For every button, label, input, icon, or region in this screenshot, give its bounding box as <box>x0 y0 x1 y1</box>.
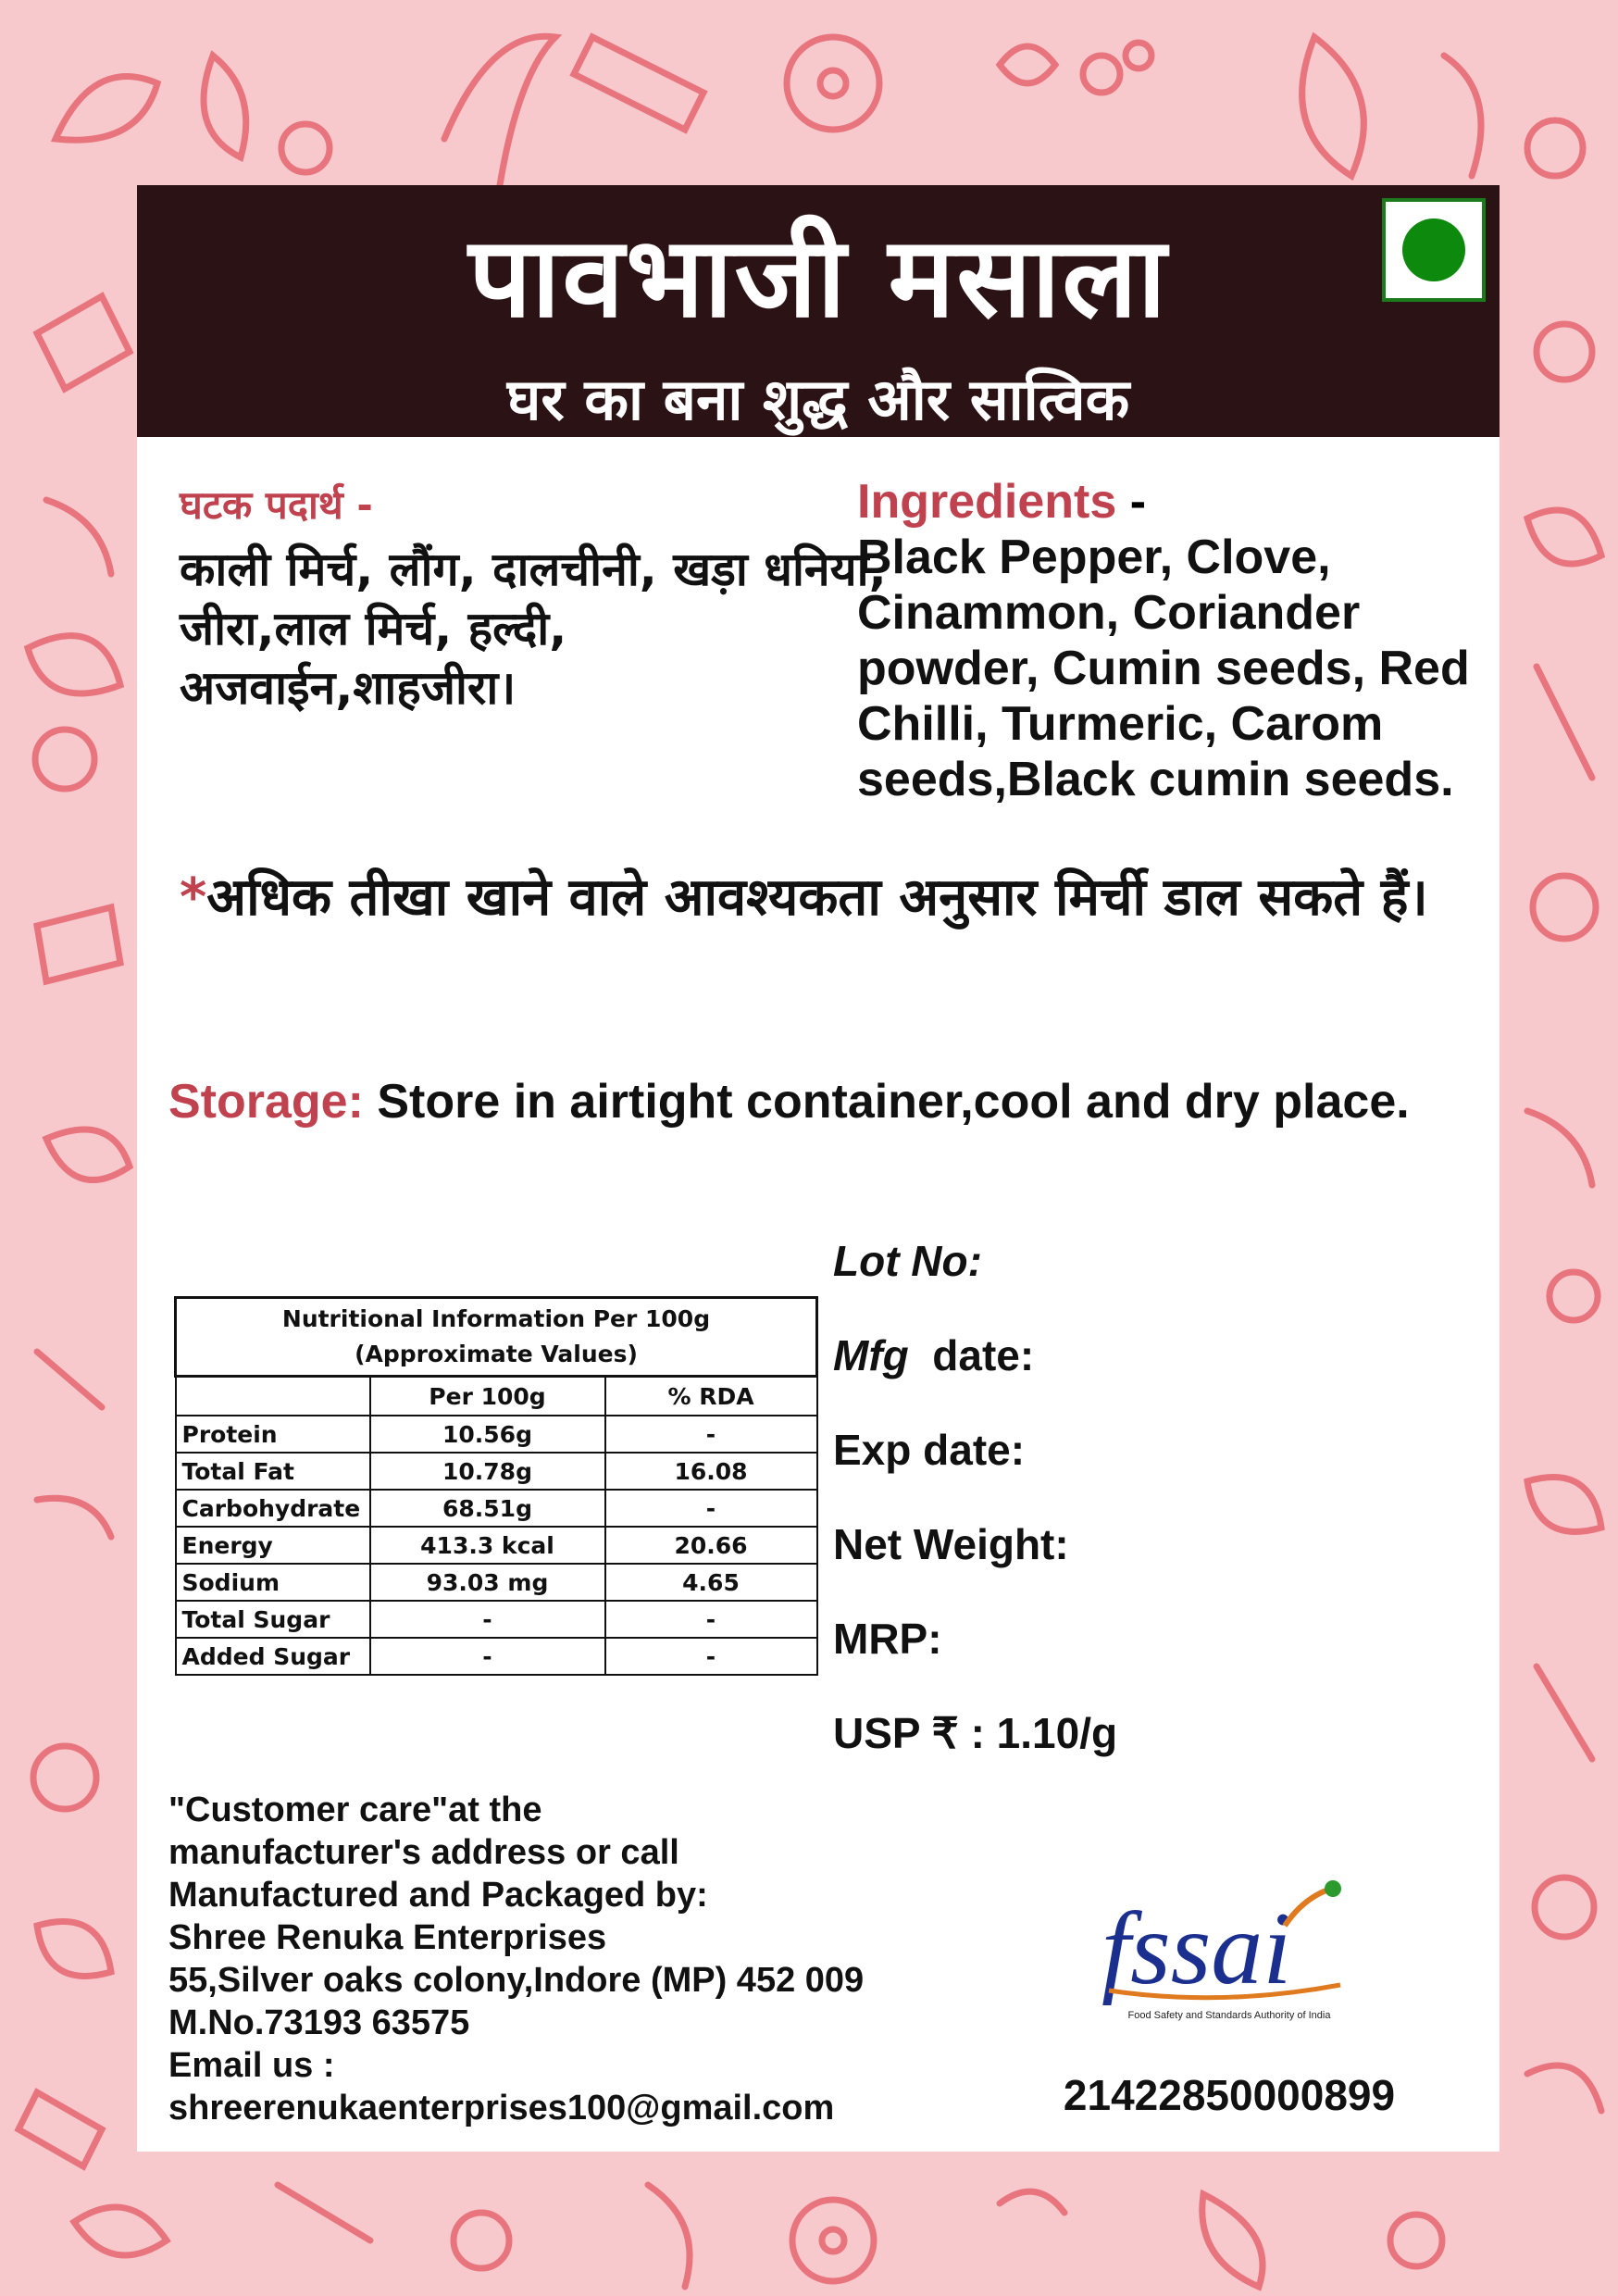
ingredients-hindi-text: काली मिर्च, लौंग, दालचीनी, खड़ा धनिया, जीरा,लाल मिर्च, हल्दी, अजवाईन,शाहजीरा। <box>180 543 887 715</box>
manufacturer-email: shreerenukaenterprises100@gmail.com <box>168 2089 835 2128</box>
storage-text: Store in airtight container,cool and dry place. <box>363 1075 1410 1129</box>
table-row: Sodium 93.03 mg 4.65 <box>176 1564 817 1601</box>
table-row: Protein 10.56g - <box>176 1416 817 1453</box>
table-row: Total Fat 10.78g 16.08 <box>176 1453 817 1490</box>
manufacturer-name: Shree Renuka Enterprises <box>168 1918 607 1957</box>
svg-text:Food Safety and Standards Auth: Food Safety and Standards Authority of India <box>1127 2010 1331 2021</box>
note-text: अधिक तीखा खाने वाले आवश्यकता अनुसार मिर्ची डाल सकते हैं। <box>206 867 1428 928</box>
ingredients-english-text: Black Pepper, Clove, Cinammon, Coriander powder, Cumin seeds, Red Chilli, Turmeric, Carom seeds,Black cumin seeds. <box>857 530 1470 806</box>
table-row: Added Sugar - - <box>176 1638 817 1675</box>
table-row: Total Sugar - - <box>176 1601 817 1638</box>
col-per-100g: Per 100g <box>370 1377 605 1416</box>
storage-instructions <box>168 1074 1483 1129</box>
ingredients-english-label: Ingredients <box>857 475 1117 529</box>
manufacturer-phone: M.No.73193 63575 <box>168 2003 470 2042</box>
manufacturer-address: 55,Silver oaks colony,Indore (MP) 452 009 <box>168 1961 865 2000</box>
nutrition-title <box>176 1298 817 1377</box>
ingredients-hindi-label: घटक पदार्थ - <box>180 482 373 528</box>
ingredients-hindi <box>180 478 911 718</box>
title-banner <box>137 185 1500 437</box>
table-row: Carbohydrate 68.51g - <box>176 1490 817 1527</box>
manufacturer-contact: "Customer care"at the manufacturer's address or call Manufactured and Packaged by: Shree Renuka Enterprises 55,Silver oaks colony,Indore (MP) 452 009 M.No.73193 63575 Email us : shreerenukaenterprises100@gmail.com <box>168 1789 890 2129</box>
svg-text:fssai: fssai <box>1101 1891 1292 2006</box>
product-title: पावभाजी मसाला <box>468 214 1168 343</box>
ingredients-english <box>857 474 1487 807</box>
lot-number-label: Lot No: <box>833 1237 982 1285</box>
unit-sale-price: USP ₹ : 1.10/g <box>833 1709 1118 1757</box>
veg-symbol-icon <box>1382 198 1486 302</box>
label-card <box>137 185 1500 2152</box>
mfg-date-label: Mfg date: <box>833 1331 1035 1379</box>
exp-date-label: Exp date: <box>833 1426 1026 1474</box>
spice-note <box>180 859 1475 937</box>
storage-label: Storage: <box>168 1075 364 1129</box>
col-rda: % RDA <box>605 1377 817 1416</box>
net-weight-label: Net Weight: <box>833 1520 1069 1568</box>
fssai-license-number: 21422850000899 <box>1063 2071 1396 2119</box>
product-tagline: घर का बना शुद्ध और सात्विक <box>506 366 1130 433</box>
fssai-logo <box>1090 1872 1368 2048</box>
note-asterisk: * <box>180 867 207 928</box>
batch-details <box>833 1236 1388 1803</box>
ingredients-english-dash: - <box>1116 475 1147 529</box>
nutrition-table <box>174 1296 818 1676</box>
nutrition-title-line1: Nutritional Information Per 100g <box>281 1305 711 1332</box>
nutrition-title-line2: (Approximate Values) <box>355 1341 638 1367</box>
mrp-label: MRP: <box>833 1615 942 1663</box>
table-row: Energy 413.3 kcal 20.66 <box>176 1527 817 1564</box>
